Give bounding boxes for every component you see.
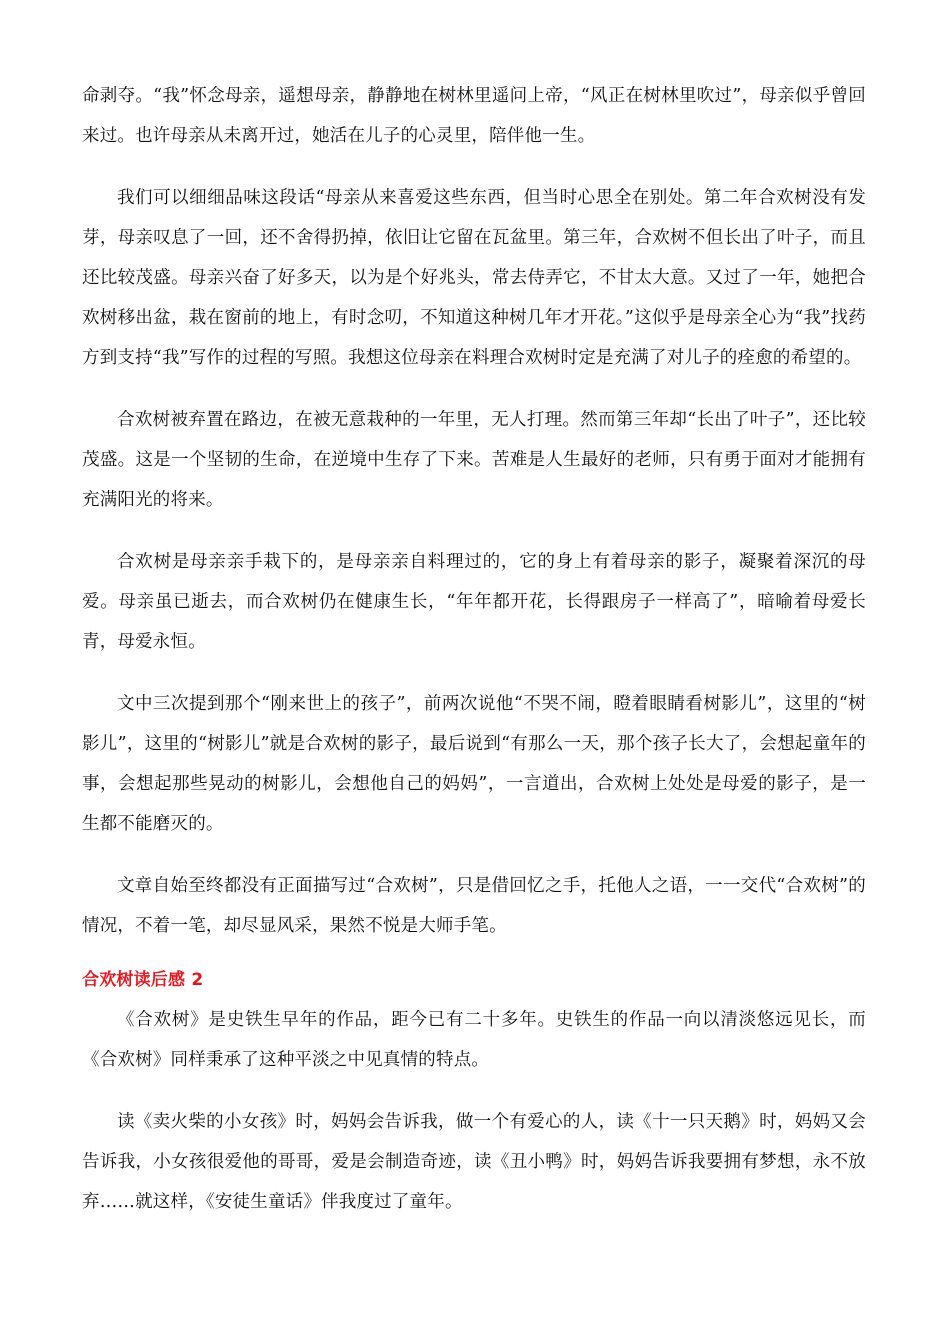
section-heading: 合欢树读后感 2 bbox=[82, 970, 204, 990]
paragraph-continued: 命剥夺。“我”怀念母亲，遥想母亲，静静地在树林里遥问上帝，“风正在树林里吹过”，母亲似乎曾回来过。也许母亲从未离开过，她活在儿子的心灵里，陪伴他一生。 bbox=[82, 86, 866, 146]
paragraph-master-writing: 文章自始至终都没有正面描写过“合欢树”，只是借回忆之手，托他人之语，一一交代“合欢树”的情况，不着一笔，却尽显风采，果然不悦是大师手笔。 bbox=[82, 876, 866, 936]
paragraph-tree-shadow: 文中三次提到那个“刚来世上的孩子”，前两次说他“不哭不闹，瞪着眼睛看树影儿”，这里的“树影儿”，这里的“树影儿”就是合欢树的影子，最后说到“有那么一天，那个孩子长大了，会想起童年的事，会想起那些晃动的树影儿，会想他自己的妈妈”，一言道出，合欢树上处处是母爱的影子，是一生都不能磨灭的。 bbox=[82, 694, 866, 834]
paragraph-mother-love: 合欢树是母亲亲手栽下的，是母亲亲自料理过的，它的身上有着母亲的影子，凝聚着深沉的母爱。母亲虽已逝去，而合欢树仍在健康生长，“年年都开花，长得跟房子一样高了”，暗喻着母爱长青，母爱永恒。 bbox=[82, 552, 866, 652]
document-body bbox=[82, 76, 866, 1244]
paragraph-introduction: 《合欢树》是史铁生早年的作品，距今已有二十多年。史铁生的作品一向以清淡悠远见长，而《合欢树》同样秉承了这种平淡之中见真情的特点。 bbox=[82, 1010, 866, 1070]
paragraph-mother-quote: 我们可以细细品味这段话“母亲从来喜爱这些东西，但当时心思全在别处。第二年合欢树没有发芽，母亲叹息了一回，还不舍得扔掉，依旧让它留在瓦盆里。第三年，合欢树不但长出了叶子，而且还比较茂盛。母亲兴奋了好多天，以为是个好兆头，常去侍弄它，不甘太大意。又过了一年，她把合欢树移出盆，栽在窗前的地上，有时念叨，不知道这种树几年才开花。”这似乎是母亲全心为“我”找药方到支持“我”写作的过程的写照。我想这位母亲在料理合欢树时定是充满了对儿子的痊愈的希望的。 bbox=[82, 188, 866, 368]
spacer bbox=[82, 946, 866, 960]
paragraph-childhood-stories: 读《卖火柴的小女孩》时，妈妈会告诉我，做一个有爱心的人，读《十一只天鹅》时，妈妈又会告诉我，小女孩很爱他的哥哥，爱是会制造奇迹，读《丑小鸭》时，妈妈告诉我要拥有梦想，永不放弃……就这样，《安徒生童话》伴我度过了童年。 bbox=[82, 1112, 866, 1212]
paragraph-resilient-tree: 合欢树被弃置在路边，在被无意栽种的一年里，无人打理。然而第三年却“长出了叶子”，还比较茂盛。这是一个坚韧的生命，在逆境中生存了下来。苦难是人生最好的老师，只有勇于面对才能拥有充满阳光的将来。 bbox=[82, 410, 866, 510]
